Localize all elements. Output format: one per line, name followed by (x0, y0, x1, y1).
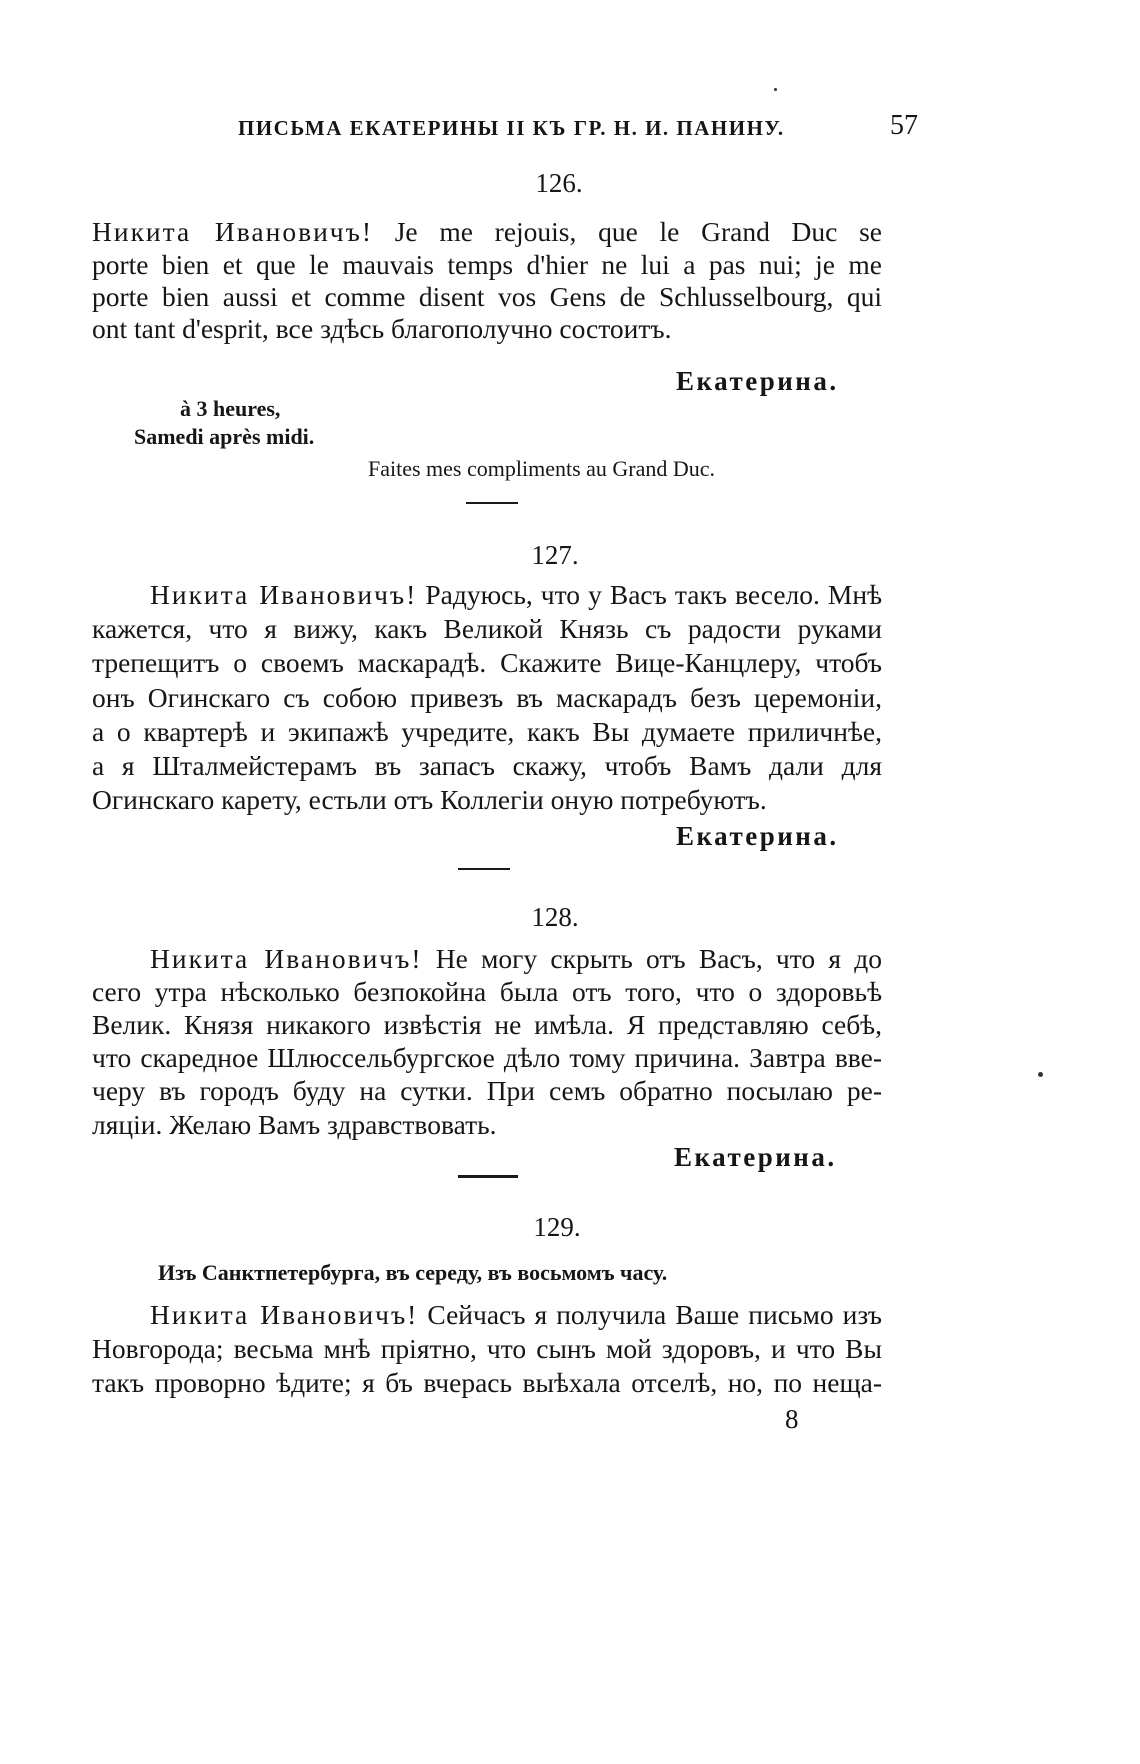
letter-128-line-4: что скаредное Шлюссельбургское дѣло тому причина. Завтра вве- (92, 1042, 882, 1073)
letter-126-signature: Екатерина. (676, 366, 839, 396)
page-number: 57 (890, 110, 918, 141)
salutation: Никита Ивановичъ! (92, 216, 373, 247)
letter-number-128: 128. (531, 902, 579, 932)
signature-mark: 8 (785, 1404, 799, 1434)
letter-128-line-1: Никита Ивановичъ! Не могу скрыть отъ Васъ, что я до (150, 943, 883, 974)
running-head: ПИСЬМА ЕКАТЕРИНЫ II КЪ ГР. Н. И. ПАНИНУ. (238, 116, 785, 140)
letter-126-postscript: Faites mes compliments au Grand Duc. (368, 456, 716, 481)
letter-127-line-1: Никита Ивановичъ! Радуюсь, что у Васъ такъ весело. Мнѣ (150, 579, 883, 610)
divider-rule (458, 868, 510, 870)
letter-129-line-2: Новгорода; весьма мнѣ пріятно, что сынъ мой здоровъ, и что Вы (92, 1333, 882, 1364)
letter-126-line-3: porte bien aussi et comme disent vos Gens de Schlusselbourg, qui (92, 281, 882, 312)
letter-129-line-3: такъ проворно ѣдите; я бъ вчерась выѣхала отселѣ, но, по неща- (92, 1367, 882, 1398)
letter-128-line-5: черу въ городъ буду на сутки. При семъ обратно посылаю ре- (92, 1075, 882, 1106)
divider-rule (466, 502, 518, 504)
letter-127-line-4: онъ Огинскаго съ собою привезъ въ маскарадъ безъ церемоніи, (92, 682, 882, 713)
letter-127-line-6: а я Шталмейстерамъ въ запасъ скажу, чтобъ Вамъ дали для (92, 750, 882, 781)
scan-speck (1038, 1072, 1043, 1077)
letter-128-line-2: сего утра нѣсколько безпокойна была отъ того, что о здоровьѣ (92, 976, 882, 1007)
salutation: Никита Ивановичъ! (150, 943, 423, 974)
letter-127-line-7: Огинскаго карету, естьли отъ Коллегіи оную потребуютъ. (92, 784, 767, 815)
letter-126-dateline-2: Samedi après midi. (134, 424, 315, 449)
salutation: Никита Ивановичъ! (150, 1299, 419, 1330)
letter-126-line-4: ont tant d'esprit, все здѣсь благополучно состоитъ. (92, 313, 672, 344)
letter-127-line-5: а о квартерѣ и экипажѣ учредите, какъ Вы думаете приличнѣе, (92, 716, 882, 747)
divider-rule (458, 1175, 518, 1178)
letter-number-129: 129. (533, 1212, 581, 1242)
letter-number-127: 127. (531, 540, 579, 570)
letter-128-line-3: Велик. Князя никакого извѣстія не имѣла. Я представляю себѣ, (92, 1009, 882, 1040)
letter-127-line-3: трепещитъ о своемъ маскарадѣ. Скажите Вице-Канцлеру, чтобъ (92, 647, 882, 678)
salutation: Никита Ивановичъ! (150, 579, 418, 610)
scan-speck (774, 88, 777, 91)
letter-129-place-date: Изъ Санктпетербурга, въ середу, въ восьмомъ часу. (158, 1260, 668, 1285)
letter-127-signature: Екатерина. (676, 821, 839, 851)
letter-126-line-1: Никита Ивановичъ! Je me rejouis, que le Grand Duc se (92, 216, 882, 247)
letter-127-line-2: кажется, что я вижу, какъ Великой Князь съ радости руками (92, 613, 882, 644)
letter-126-dateline-1: à 3 heures, (180, 396, 281, 421)
letter-126-line-2: porte bien et que le mauvais temps d'hier ne lui a pas nui; je me (92, 249, 882, 280)
letter-129-line-1: Никита Ивановичъ! Сейчасъ я получила Ваше письмо изъ (150, 1299, 883, 1330)
letter-128-line-6: ляціи. Желаю Вамъ здравствовать. (92, 1109, 497, 1140)
letter-128-signature: Екатерина. (674, 1142, 837, 1172)
letter-number-126: 126. (535, 168, 583, 198)
